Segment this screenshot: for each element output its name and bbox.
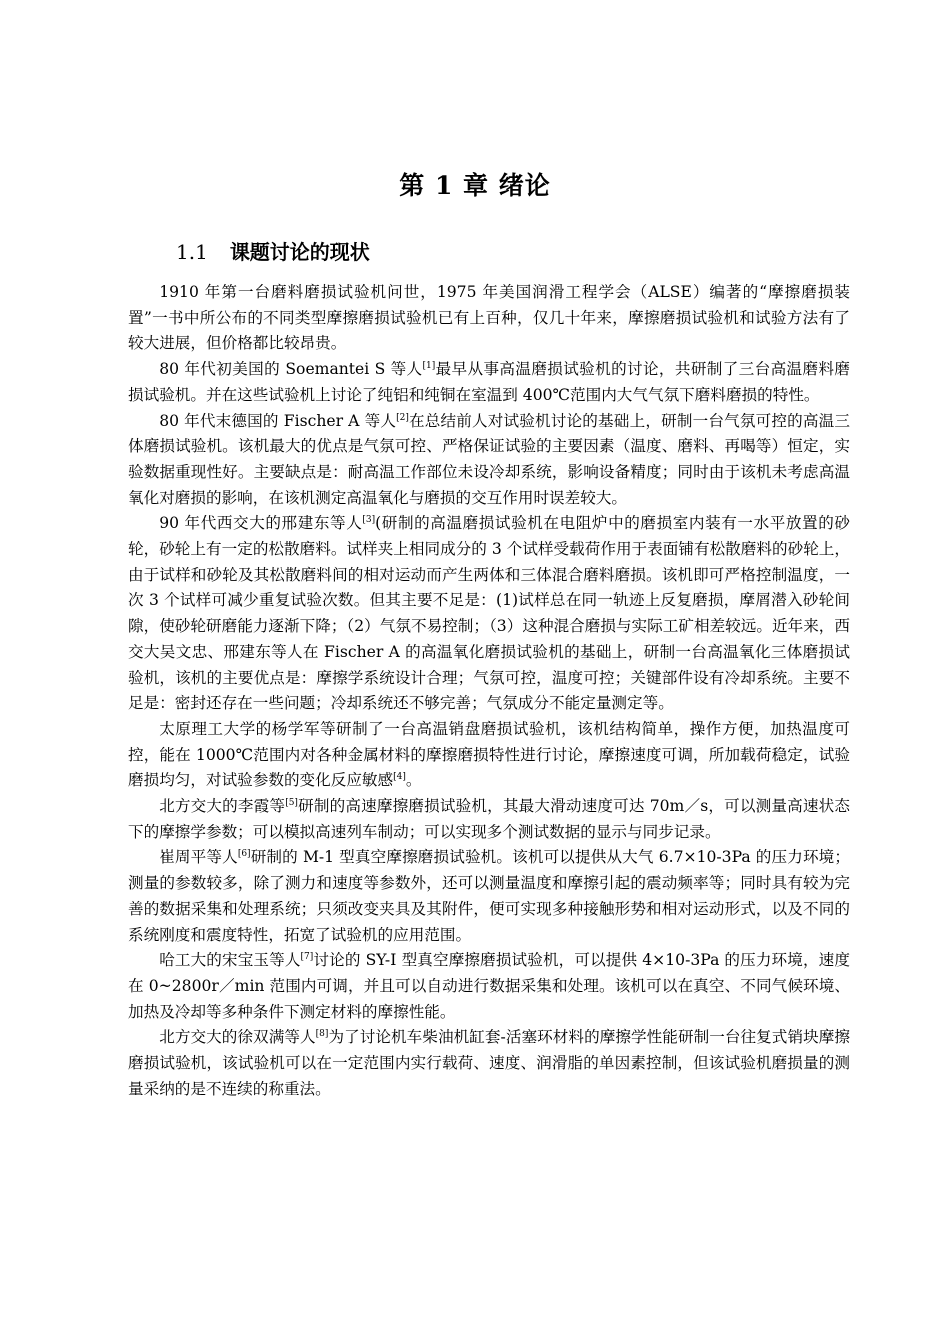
paragraph bbox=[128, 280, 850, 357]
paragraph-text: (研制的高温磨损试验机在电阻炉中的磨损室内装有一水平放置的砂轮，砂轮上有一定的松散磨料。试样夹上相同成分的 3 个试样受载荷作用于表面铺有松散磨料的砂轮上，由于试样和砂轮及其松散磨料间的相对运动而产生两体和三体混合磨料磨损。该机即可严格控制温度，一次 3 个试样可减少重复试验次数。但其主要不足是：(1)试样总在同一轨迹上反复磨损，摩屑潜入砂轮间隙，使砂轮研磨能力逐渐下降；（2）气氛不易控制；（3）这种混合磨损与实际工矿相差较远。近年来，西交大吴文忠、邢建东等人在 Fischer A 的高温氧化磨损试验机的基础上，研制一台高温氧化三体磨损试验机，该机的主要优点是：摩擦学系统设计合理；气氛可控，温度可控；关键部件设有冷却系统。主要不足是：密封还存在一些问题；冷却系统还不够完善；气氛成分不能定量测定等。 bbox=[128, 514, 850, 713]
paragraph-text: 最早从事高温磨损试验机的讨论，共研制了三台高温磨料磨损试验机。并在这些试验机上讨论了纯铝和纯铜在室温到 400℃范围内大气气氛下磨料磨损的特性。 bbox=[128, 360, 850, 404]
paragraph bbox=[128, 409, 850, 512]
citation-ref: [5] bbox=[285, 797, 298, 808]
citation-ref: [2] bbox=[396, 412, 409, 423]
section-number: 1.1 bbox=[176, 240, 208, 264]
citation-ref: [6] bbox=[237, 849, 251, 860]
paragraph bbox=[128, 717, 850, 794]
section-title: 课题讨论的现状 bbox=[229, 240, 370, 264]
citation-ref: [4] bbox=[393, 772, 406, 783]
paragraph-text: 崔周平等人 bbox=[159, 848, 238, 867]
paragraph bbox=[128, 794, 850, 845]
paragraph-text: 太原理工大学的杨学军等研制了一台高温销盘磨损试验机，该机结构简单，操作方便，加热温度可控，能在 1000℃范围内对各种金属材料的摩擦磨损特性进行讨论，摩擦速度可调，所加载荷稳定，试验磨损均匀，对试验参数的变化反应敏感 bbox=[128, 719, 850, 790]
paragraph-text: 讨论的 SY-Ⅰ 型真空摩擦磨损试验机，可以提供 4×10-3Pa 的压力环境，速度在 0~2800r／min 范围内可调，并且可以自动进行数据采集和处理。该机可以在真空、不同气候环境、加热及冷却等多种条件下测定材料的摩擦性能。 bbox=[128, 951, 850, 1021]
citation-ref: [1] bbox=[422, 360, 436, 371]
paragraph-text: 哈工大的宋宝玉等人 bbox=[159, 951, 301, 970]
paragraph-text: 90 年代西交大的邢建东等人 bbox=[159, 514, 363, 533]
paragraph bbox=[128, 845, 850, 948]
paragraph-text: 北方交大的徐双满等人 bbox=[159, 1028, 316, 1047]
citation-ref: [7] bbox=[300, 952, 314, 963]
body-text bbox=[128, 280, 850, 1103]
paragraph bbox=[128, 357, 850, 408]
paragraph bbox=[128, 511, 850, 717]
citation-ref: [8] bbox=[315, 1029, 329, 1040]
paragraph-text: 1910 年第一台磨料磨损试验机问世，1975 年美国润滑工程学会（ALSE）编著的“摩擦磨损装置”一书中所公布的不同类型摩擦磨损试验机已有上百种，仅几十年来，摩擦磨损试验机和试验方法有了较大进展，但价格都比较昂贵。 bbox=[128, 283, 850, 353]
paragraph-text: 为了讨论机车柴油机缸套-活塞环材料的摩擦学性能研制一台往复式销块摩擦磨损试验机，该试验机可以在一定范围内实行载荷、速度、润滑脂的单因素控制，但该试验机磨损量的测量采纳的是不连续的称重法。 bbox=[128, 1028, 850, 1098]
paragraph-text: 80 年代末德国的 Fischer A 等人 bbox=[159, 411, 397, 430]
paragraph-text: 。 bbox=[405, 771, 422, 790]
paragraph-text: 北方交大的李霞等 bbox=[159, 797, 286, 816]
paragraph-text: 研制的高速摩擦磨损试验机，其最大滑动速度可达 70m／s，可以测量高速状态下的摩擦学参数；可以模拟高速列车制动；可以实现多个测试数据的显示与同步记录。 bbox=[128, 797, 850, 841]
section-heading bbox=[176, 236, 370, 265]
paragraph bbox=[128, 948, 850, 1025]
paragraph-text: 在总结前人对试验机讨论的基础上，研制一台气氛可控的高温三体磨损试验机。该机最大的优点是气氛可控、严格保证试验的主要因素（温度、磨料、再喝等）恒定，实验数据重现性好。主要缺点是：耐高温工作部位未设冷却系统，影响设备精度；同时由于该机未考虑高温氧化对磨损的影响，在该机测定高温氧化与磨损的交互作用时误差较大。 bbox=[128, 411, 850, 507]
paragraph bbox=[128, 1025, 850, 1102]
paragraph-text: 80 年代初美国的 Soemantei S 等人 bbox=[159, 360, 423, 379]
chapter-title: 第 1 章 绪论 bbox=[399, 171, 551, 200]
citation-ref: [3] bbox=[362, 515, 376, 526]
paragraph-text: 研制的 M-1 型真空摩擦磨损试验机。该机可以提供从大气 6.7×10-3Pa 的压力环境；测量的参数较多，除了测力和速度等参数外，还可以测量温度和摩擦引起的震动频率等；同时具有较为完善的数据采集和处理系统；只须改变夹具及其附件，便可实现多种接触形势和相对运动形式，以及不同的系统刚度和震度特性，拓宽了试验机的应用范围。 bbox=[128, 848, 850, 944]
